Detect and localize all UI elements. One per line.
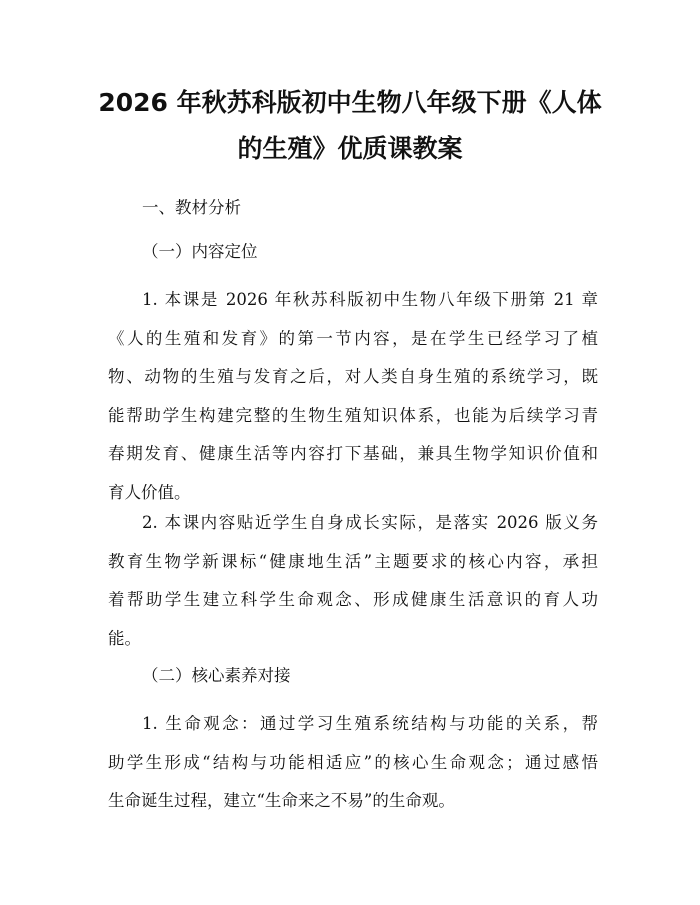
paragraph-line: 教育生物学新课标“健康地生活”主题要求的核心内容，承担 bbox=[108, 551, 598, 571]
paragraph-line: 能帮助学生构建完整的生物生殖知识体系，也能为后续学习青 bbox=[108, 405, 598, 425]
subsection-heading-core-literacy: （二）核心素养对接 bbox=[142, 666, 291, 685]
paragraph-line: 《人的生殖和发育》的第一节内容，是在学生已经学习了植 bbox=[108, 328, 598, 348]
paragraph-curriculum-standard bbox=[108, 504, 598, 658]
title-line: 2026 年秋苏科版初中生物八年级下册《人体 bbox=[98, 88, 602, 117]
paragraph-life-concept bbox=[108, 705, 598, 821]
paragraph-line: 助学生形成“结构与功能相适应”的核心生命观念；通过感悟 bbox=[108, 752, 598, 772]
paragraph-line: 1. 本课是 2026 年秋苏科版初中生物八年级下册第 21 章 bbox=[142, 290, 598, 309]
section-heading-textbook-analysis: 一、教材分析 bbox=[142, 198, 241, 217]
paragraph-line: 能。 bbox=[108, 628, 141, 648]
paragraph-line: 春期发育、健康生活等内容打下基础，兼具生物学知识价值和 bbox=[108, 444, 598, 463]
paragraph-line: 着帮助学生建立科学生命观念、形成健康生活意识的育人功 bbox=[108, 590, 598, 609]
paragraph-line: 育人价值。 bbox=[108, 482, 191, 502]
document-title bbox=[90, 80, 610, 172]
title-line: 的生殖》优质课教案 bbox=[237, 134, 463, 163]
paragraph-line: 2. 本课内容贴近学生自身成长实际，是落实 2026 版义务 bbox=[142, 513, 598, 532]
paragraph-course-position bbox=[108, 281, 598, 512]
paragraph-line: 物、动物的生殖与发育之后，对人类自身生殖的系统学习，既 bbox=[108, 367, 598, 386]
paragraph-line: 1. 生命观念：通过学习生殖系统结构与功能的关系，帮 bbox=[142, 714, 598, 733]
subsection-heading-content-positioning: （一）内容定位 bbox=[142, 242, 258, 261]
paragraph-line: 生命诞生过程，建立“生命来之不易”的生命观。 bbox=[108, 791, 455, 810]
